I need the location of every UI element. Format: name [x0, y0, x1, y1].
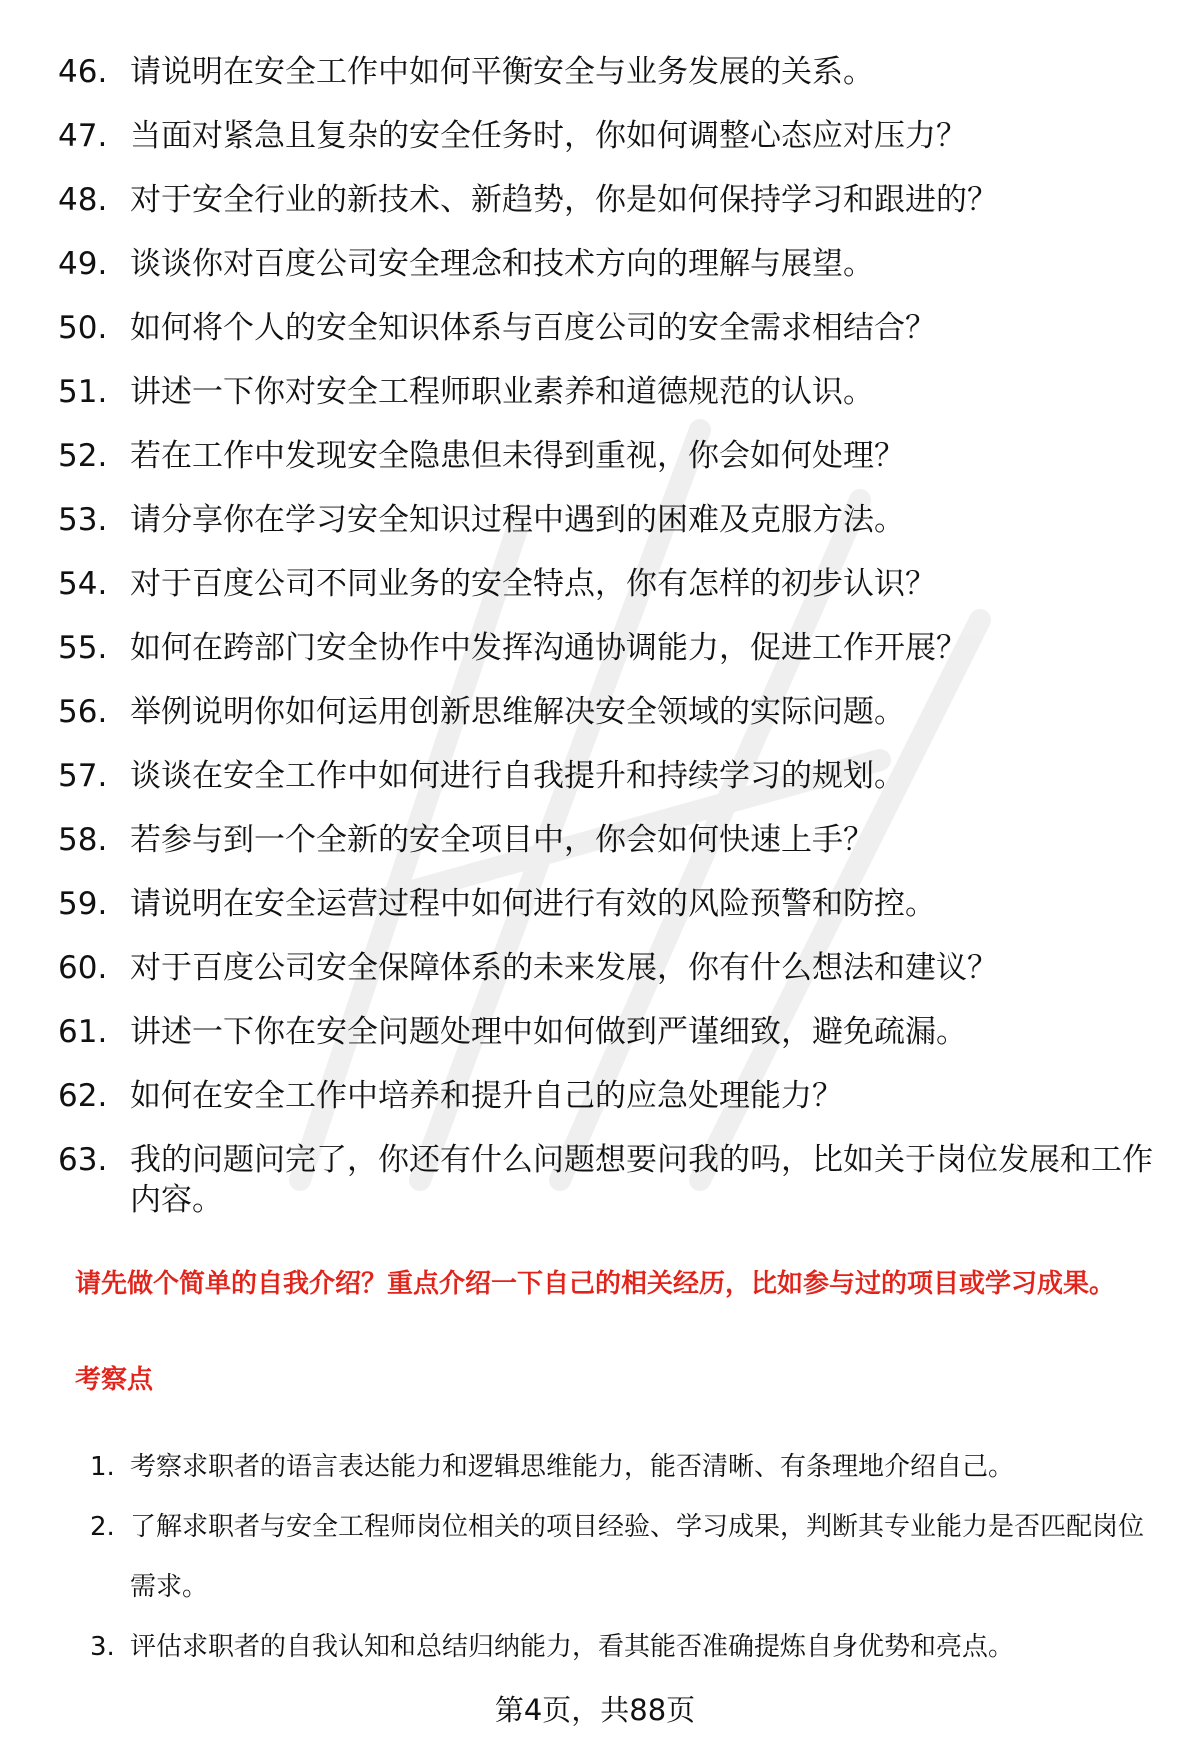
question-number: 47. [58, 118, 108, 154]
point-text: 评估求职者的自我认知和总结归纳能力，看其能否准确提炼自身优势和亮点。 [130, 1632, 1015, 1662]
question-text: 我的问题问完了，你还有什么问题想要问我的吗，比如关于岗位发展和工作内容。 [130, 1142, 1153, 1218]
question-number: 54. [58, 566, 108, 602]
point-text: 了解求职者与安全工程师岗位相关的项目经验、学习成果，判断其专业能力是否匹配岗位需求。 [130, 1512, 1145, 1602]
question-item [58, 52, 1158, 92]
question-item [58, 180, 1158, 220]
point-number: 1. [90, 1452, 115, 1482]
question-item [58, 820, 1158, 860]
section-heading: 考察点 [75, 1365, 154, 1395]
question-number: 63. [58, 1142, 108, 1178]
question-number: 60. [58, 950, 108, 986]
question-item [58, 372, 1158, 412]
question-item [58, 948, 1158, 988]
assessment-point [90, 1497, 1160, 1617]
question-number: 59. [58, 886, 108, 922]
question-item [58, 436, 1158, 476]
page-footer: 第4页，共88页 [494, 1693, 696, 1727]
question-item [58, 116, 1158, 156]
question-item [58, 692, 1158, 732]
question-text: 举例说明你如何运用创新思维解决安全领域的实际问题。 [130, 694, 905, 730]
question-text: 对于安全行业的新技术、新趋势，你是如何保持学习和跟进的？ [130, 182, 998, 218]
question-item [58, 564, 1158, 604]
question-item [58, 244, 1158, 284]
question-text: 如何将个人的安全知识体系与百度公司的安全需求相结合？ [130, 310, 936, 346]
question-item [58, 628, 1158, 668]
question-text: 若参与到一个全新的安全项目中，你会如何快速上手？ [130, 822, 874, 858]
question-number: 50. [58, 310, 108, 346]
question-number: 57. [58, 758, 108, 794]
point-number: 2. [90, 1512, 115, 1542]
question-number: 58. [58, 822, 108, 858]
point-number: 3. [90, 1632, 115, 1662]
question-text: 当面对紧急且复杂的安全任务时，你如何调整心态应对压力？ [130, 118, 967, 154]
question-text: 若在工作中发现安全隐患但未得到重视，你会如何处理？ [130, 438, 905, 474]
question-number: 62. [58, 1078, 108, 1114]
question-text: 如何在安全工作中培养和提升自己的应急处理能力？ [130, 1078, 843, 1114]
interview-prompt: 请先做个简单的自我介绍？重点介绍一下自己的相关经历，比如参与过的项目或学习成果。 [75, 1269, 1116, 1299]
question-item [58, 884, 1158, 924]
question-text: 谈谈在安全工作中如何进行自我提升和持续学习的规划。 [130, 758, 905, 794]
question-item [58, 1076, 1158, 1116]
question-number: 61. [58, 1014, 108, 1050]
question-number: 56. [58, 694, 108, 730]
assessment-point [90, 1437, 1160, 1497]
question-text: 请分享你在学习安全知识过程中遇到的困难及克服方法。 [130, 502, 905, 538]
question-text: 讲述一下你在安全问题处理中如何做到严谨细致，避免疏漏。 [130, 1014, 967, 1050]
question-item [58, 756, 1158, 796]
question-item [58, 308, 1158, 348]
question-text: 对于百度公司不同业务的安全特点，你有怎样的初步认识？ [130, 566, 936, 602]
question-number: 46. [58, 54, 108, 90]
question-number: 51. [58, 374, 108, 410]
question-item [58, 1012, 1158, 1052]
question-list [58, 52, 1158, 1220]
question-number: 55. [58, 630, 108, 666]
question-text: 谈谈你对百度公司安全理念和技术方向的理解与展望。 [130, 246, 874, 282]
question-number: 49. [58, 246, 108, 282]
question-text: 对于百度公司安全保障体系的未来发展，你有什么想法和建议？ [130, 950, 998, 986]
question-text: 请说明在安全工作中如何平衡安全与业务发展的关系。 [130, 54, 874, 90]
question-item [58, 500, 1158, 540]
question-text: 如何在跨部门安全协作中发挥沟通协调能力，促进工作开展？ [130, 630, 967, 666]
assessment-point [90, 1617, 1160, 1677]
question-number: 53. [58, 502, 108, 538]
question-number: 48. [58, 182, 108, 218]
assessment-points-list [90, 1437, 1160, 1677]
point-text: 考察求职者的语言表达能力和逻辑思维能力，能否清晰、有条理地介绍自己。 [130, 1452, 1015, 1482]
question-item [58, 1140, 1158, 1220]
question-text: 讲述一下你对安全工程师职业素养和道德规范的认识。 [130, 374, 874, 410]
question-number: 52. [58, 438, 108, 474]
question-text: 请说明在安全运营过程中如何进行有效的风险预警和防控。 [130, 886, 936, 922]
